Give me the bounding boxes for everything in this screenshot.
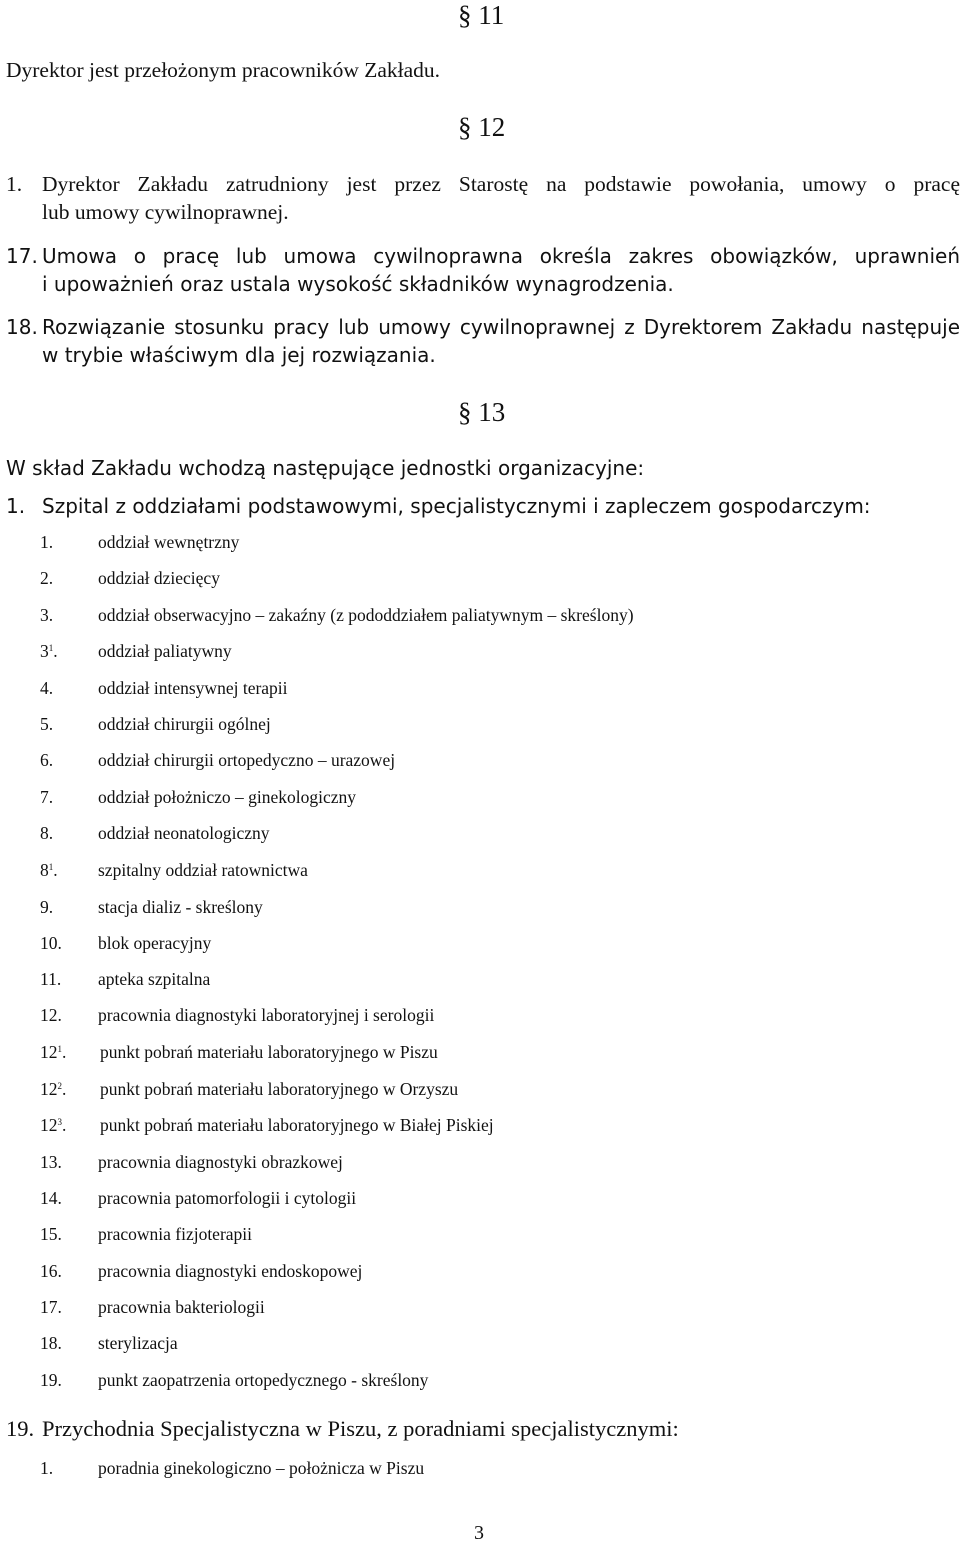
list-item-number bbox=[40, 714, 53, 735]
list-item-number bbox=[40, 532, 53, 553]
list-item-label: punkt zaopatrzenia ortopedycznego - skreślony bbox=[98, 1370, 429, 1390]
list-item-number bbox=[40, 750, 53, 771]
list-item-label: pracownia diagnostyki obrazkowej bbox=[98, 1152, 343, 1172]
list-item bbox=[0, 568, 900, 592]
list-item bbox=[0, 1079, 900, 1103]
list-item-label: pracownia bakteriologii bbox=[98, 1297, 265, 1317]
list-item bbox=[0, 1297, 900, 1321]
list-item bbox=[0, 750, 900, 774]
section-13-heading: § 13 bbox=[458, 397, 506, 427]
list-item-number-sup: 3 bbox=[57, 1117, 62, 1127]
list-item-label: punkt pobrań materiału laboratoryjnego w Orzyszu bbox=[100, 1079, 459, 1099]
list-item-number bbox=[40, 1370, 62, 1391]
list-item-label: apteka szpitalna bbox=[98, 969, 211, 989]
s12-item-1-text: Dyrektor Zakładu zatrudniony jest przez Starostę na podstawie powołania, umowy o pracę bbox=[42, 172, 960, 196]
list-item-number-base: 2. bbox=[40, 568, 54, 588]
s12-item-17-text-cont: i upoważnień oraz ustala wysokość składników wynagrodzenia. bbox=[42, 272, 674, 296]
list-item-label: pracownia fizjoterapii bbox=[98, 1224, 253, 1244]
list-item-number-base: 15. bbox=[40, 1224, 62, 1244]
list-item-number-sup: 1 bbox=[57, 1044, 62, 1054]
list-item-label: szpitalny oddział ratownictwa bbox=[98, 860, 308, 880]
list-item-number-base: 11. bbox=[40, 969, 62, 989]
list-item-number bbox=[40, 933, 62, 954]
list-item-number-base: 5. bbox=[40, 714, 54, 734]
list-item bbox=[0, 1005, 900, 1029]
list-item-label: sterylizacja bbox=[98, 1333, 178, 1353]
s12-item-18-num: 18. bbox=[6, 315, 38, 339]
list-item-number-base: 10. bbox=[40, 933, 62, 953]
list-item-number-base: 13. bbox=[40, 1152, 62, 1172]
section-12-heading: § 12 bbox=[458, 112, 506, 142]
s12-item-18-text-cont: w trybie właściwym dla jej rozwiązania. bbox=[42, 343, 436, 367]
list-item-label: pracownia diagnostyki laboratoryjnej i serologii bbox=[98, 1005, 435, 1025]
list-item-number bbox=[40, 1333, 62, 1354]
list-item-label: poradnia ginekologiczno – położnicza w Piszu bbox=[98, 1458, 425, 1478]
s13-item-1-num: 1. bbox=[6, 494, 26, 518]
s13-item-1-text: Szpital z oddziałami podstawowymi, specjalistycznymi i zapleczem gospodarczym: bbox=[42, 494, 871, 518]
list-item-number bbox=[40, 1297, 62, 1318]
list-item bbox=[0, 787, 900, 811]
list-item-number bbox=[40, 678, 53, 699]
list-item-number bbox=[40, 1188, 62, 1209]
s12-item-17-num: 17. bbox=[6, 244, 38, 268]
s12-item-1-num: 1. bbox=[6, 172, 23, 196]
list-item bbox=[0, 969, 900, 993]
list-item bbox=[0, 1370, 900, 1394]
section-11-heading: § 11 bbox=[458, 0, 505, 30]
list-item-number bbox=[40, 969, 61, 990]
s12-item-1-text-cont: lub umowy cywilnoprawnej. bbox=[42, 200, 289, 224]
list-item bbox=[0, 532, 900, 556]
list-item-number-base: 16. bbox=[40, 1261, 62, 1281]
list-item-label: punkt pobrań materiału laboratoryjnego w Białej Piskiej bbox=[100, 1115, 494, 1135]
list-item bbox=[0, 605, 900, 629]
list-item bbox=[0, 1261, 900, 1285]
list-item-number bbox=[40, 897, 53, 918]
list-item-label: pracownia patomorfologii i cytologii bbox=[98, 1188, 357, 1208]
list-item-number-base: 9. bbox=[40, 897, 54, 917]
list-item bbox=[0, 641, 900, 665]
list-item bbox=[0, 1115, 900, 1139]
list-item-number bbox=[40, 568, 53, 589]
list-item-number: $12^1$. bbox=[40, 1042, 67, 1062]
list-item-number bbox=[40, 1152, 62, 1173]
list-item-label: oddział paliatywny bbox=[98, 641, 232, 661]
s13-intro: W skład Zakładu wchodzą następujące jednostki organizacyjne: bbox=[6, 456, 645, 480]
list-item bbox=[0, 1152, 900, 1176]
list-item-number-sup: 1 bbox=[48, 862, 54, 872]
list-item-number bbox=[40, 605, 53, 626]
s13-item-19-num: 19. bbox=[6, 1416, 35, 1441]
list-item-number-base: 8. bbox=[40, 823, 54, 843]
list-item bbox=[0, 897, 900, 921]
list-item-number-base: 19. bbox=[40, 1370, 62, 1390]
page-number: 3 bbox=[474, 1522, 484, 1544]
list-item-label: blok operacyjny bbox=[98, 933, 212, 953]
list-item-number-base: 7. bbox=[40, 787, 54, 807]
list-item-number-base: 4. bbox=[40, 678, 54, 698]
list-item-label: oddział dziecięcy bbox=[98, 568, 220, 588]
list-item-number-base: 3. bbox=[40, 605, 54, 625]
list-item-number: $8^1$. bbox=[40, 860, 58, 880]
s13-item-19-text: Przychodnia Specjalistyczna w Piszu, z poradniami specjalistycznymi: bbox=[42, 1416, 679, 1441]
list-item-number: $12^3$. bbox=[40, 1115, 67, 1135]
list-item-label: oddział położniczo – ginekologiczny bbox=[98, 787, 357, 807]
list-item-label: oddział intensywnej terapii bbox=[98, 678, 288, 698]
list-item-number: 1. bbox=[40, 1458, 54, 1478]
list-item-number-base: 12 bbox=[40, 1079, 58, 1099]
list-item-number-base: 14. bbox=[40, 1188, 62, 1208]
director-paragraph: Dyrektor jest przełożonym pracowników Zakładu. bbox=[6, 58, 441, 82]
list-item-label: oddział chirurgii ogólnej bbox=[98, 714, 271, 734]
list-item bbox=[0, 714, 900, 738]
list-item bbox=[0, 1333, 900, 1357]
list-item-number-sup: 1 bbox=[48, 643, 54, 653]
list-item-label: oddział chirurgii ortopedyczno – urazowej bbox=[98, 750, 396, 770]
list-item-number-base: 3 bbox=[40, 641, 49, 661]
list-item-number-sup: 2 bbox=[57, 1081, 62, 1091]
s12-item-17-text: Umowa o pracę lub umowa cywilnoprawna określa zakres obowiązków, uprawnień bbox=[42, 244, 960, 268]
list-item-number bbox=[40, 1224, 62, 1245]
list-item bbox=[0, 823, 900, 847]
list-item-label: punkt pobrań materiału laboratoryjnego w Piszu bbox=[100, 1042, 438, 1062]
list-item bbox=[0, 1042, 900, 1066]
list-item-number: $3^1$. bbox=[40, 641, 58, 661]
list-item bbox=[0, 1188, 900, 1212]
list-item-number bbox=[40, 787, 53, 808]
list-item bbox=[0, 1224, 900, 1248]
list-item-number-base: 12. bbox=[40, 1005, 62, 1025]
list-item-number-base: 17. bbox=[40, 1297, 62, 1317]
list-item bbox=[0, 1458, 900, 1482]
list-item-label: oddział obserwacyjno – zakaźny (z pododdziałem paliatywnym – skreślony) bbox=[98, 605, 634, 625]
list-item bbox=[0, 678, 900, 702]
list-item-label: oddział wewnętrzny bbox=[98, 532, 240, 552]
list-item-number bbox=[40, 1261, 62, 1282]
list-item bbox=[0, 860, 900, 884]
list-item bbox=[0, 933, 900, 957]
list-item-label: pracownia diagnostyki endoskopowej bbox=[98, 1261, 363, 1281]
list-item-number-base: 8 bbox=[40, 860, 49, 880]
list-item-number-base: 12 bbox=[40, 1115, 58, 1135]
list-item-number-base: 1. bbox=[40, 532, 54, 552]
list-item-label: stacja dializ - skreślony bbox=[98, 897, 263, 917]
list-item-number bbox=[40, 1005, 62, 1026]
list-item-number-base: 12 bbox=[40, 1042, 58, 1062]
list-item-number-base: 6. bbox=[40, 750, 54, 770]
list-item-number-base: 18. bbox=[40, 1333, 62, 1353]
list-item-label: oddział neonatologiczny bbox=[98, 823, 270, 843]
s12-item-18-text: Rozwiązanie stosunku pracy lub umowy cywilnoprawnej z Dyrektorem Zakładu następuje bbox=[42, 315, 960, 339]
list-item-number: $12^2$. bbox=[40, 1079, 67, 1099]
list-item-number bbox=[40, 823, 53, 844]
